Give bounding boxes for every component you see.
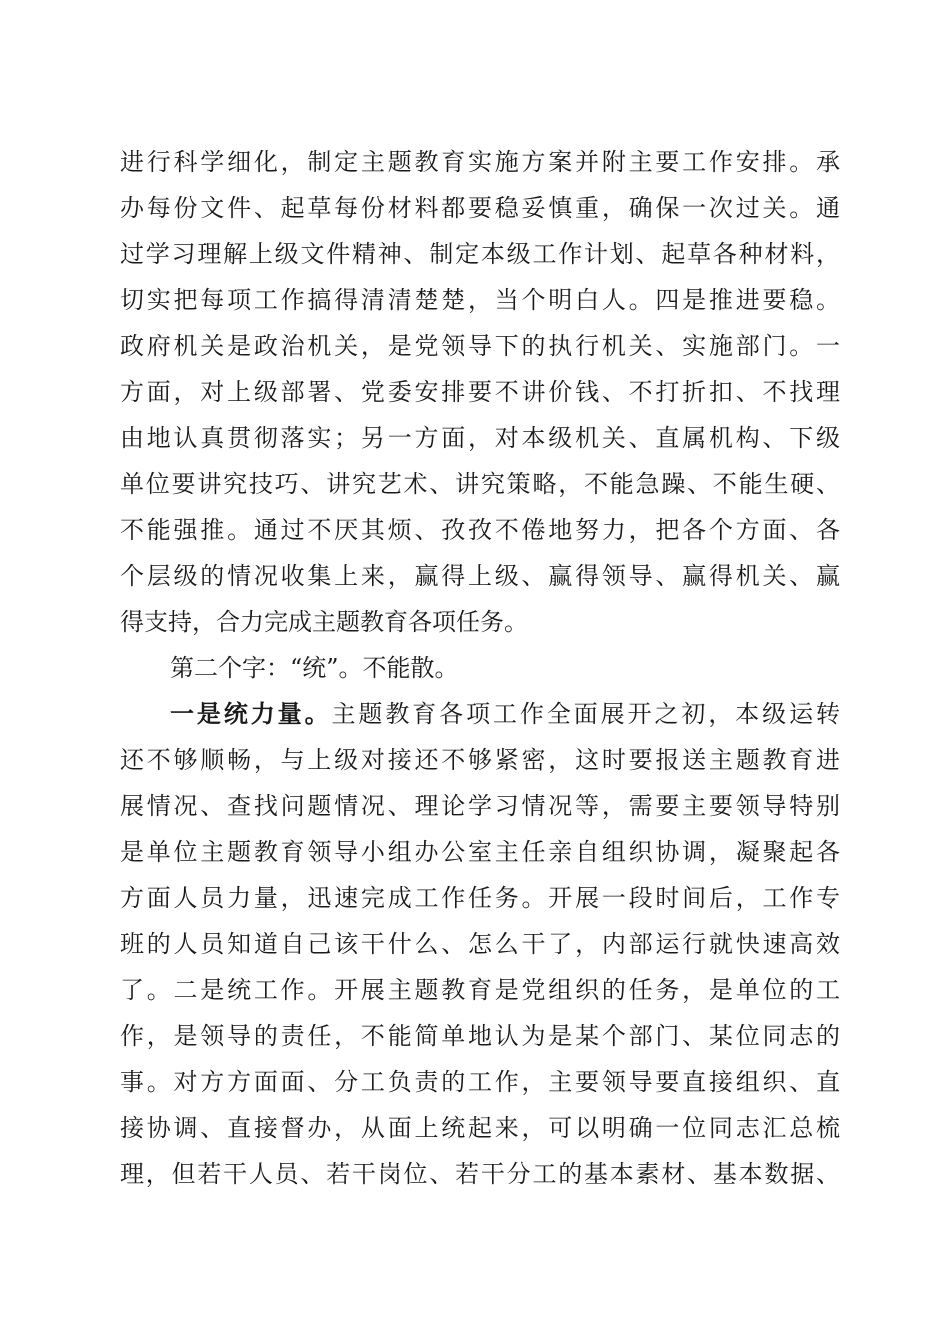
section-heading: 第二个字：“统”。不能散。 [170, 654, 459, 682]
text-line: 办每份文件、起草每份材料都要稳妥慎重，确保一次过关。通 [120, 194, 840, 222]
text-line: 接协调、直接督办，从面上统起来，可以明确一位同志汇总梳 [120, 1114, 840, 1142]
text-line: 由地认真贯彻落实；另一方面，对本级机关、直属机构、下级 [120, 424, 840, 452]
text-line: 单位要讲究技巧、讲究艺术、讲究策略，不能急躁、不能生硬、 [120, 470, 840, 498]
section-lead: 一是统力量。 [170, 699, 332, 728]
section-first-rest: 主题教育各项工作全面展开之初，本级运转 [331, 700, 840, 728]
text-line: 作，是领导的责任，不能简单地认为是某个部门、某位同志的 [120, 1022, 840, 1050]
text-line: 个层级的情况收集上来，赢得上级、赢得领导、赢得机关、赢 [120, 562, 840, 590]
text-line: 切实把每项工作搞得清清楚楚，当个明白人。四是推进要稳。 [120, 286, 840, 314]
section-first-line [170, 694, 840, 734]
text-line: 了。二是统工作。开展主题教育是党组织的任务，是单位的工 [120, 976, 840, 1004]
text-line: 不能强推。通过不厌其烦、孜孜不倦地努力，把各个方面、各 [120, 516, 840, 544]
text-line: 事。对方方面面、分工负责的工作，主要领导要直接组织、直 [120, 1068, 840, 1096]
text-line: 是单位主题教育领导小组办公室主任亲自组织协调，凝聚起各 [120, 838, 840, 866]
text-line: 方面人员力量，迅速完成工作任务。开展一段时间后，工作专 [120, 884, 840, 912]
text-line: 政府机关是政治机关，是党领导下的执行机关、实施部门。一 [120, 332, 840, 360]
text-line: 班的人员知道自己该干什么、怎么干了，内部运行就快速高效 [120, 930, 840, 958]
text-line: 过学习理解上级文件精神、制定本级工作计划、起草各种材料， [120, 240, 840, 268]
text-line: 理，但若干人员、若干岗位、若干分工的基本素材、基本数据、 [120, 1160, 840, 1188]
text-line: 得支持，合力完成主题教育各项任务。 [120, 608, 528, 636]
text-line: 还不够顺畅，与上级对接还不够紧密，这时要报送主题教育进 [120, 746, 840, 774]
text-line: 进行科学细化，制定主题教育实施方案并附主要工作安排。承 [120, 148, 840, 176]
text-line: 方面，对上级部署、党委安排要不讲价钱、不打折扣、不找理 [120, 378, 840, 406]
text-line: 展情况、查找问题情况、理论学习情况等，需要主要领导特别 [120, 792, 840, 820]
